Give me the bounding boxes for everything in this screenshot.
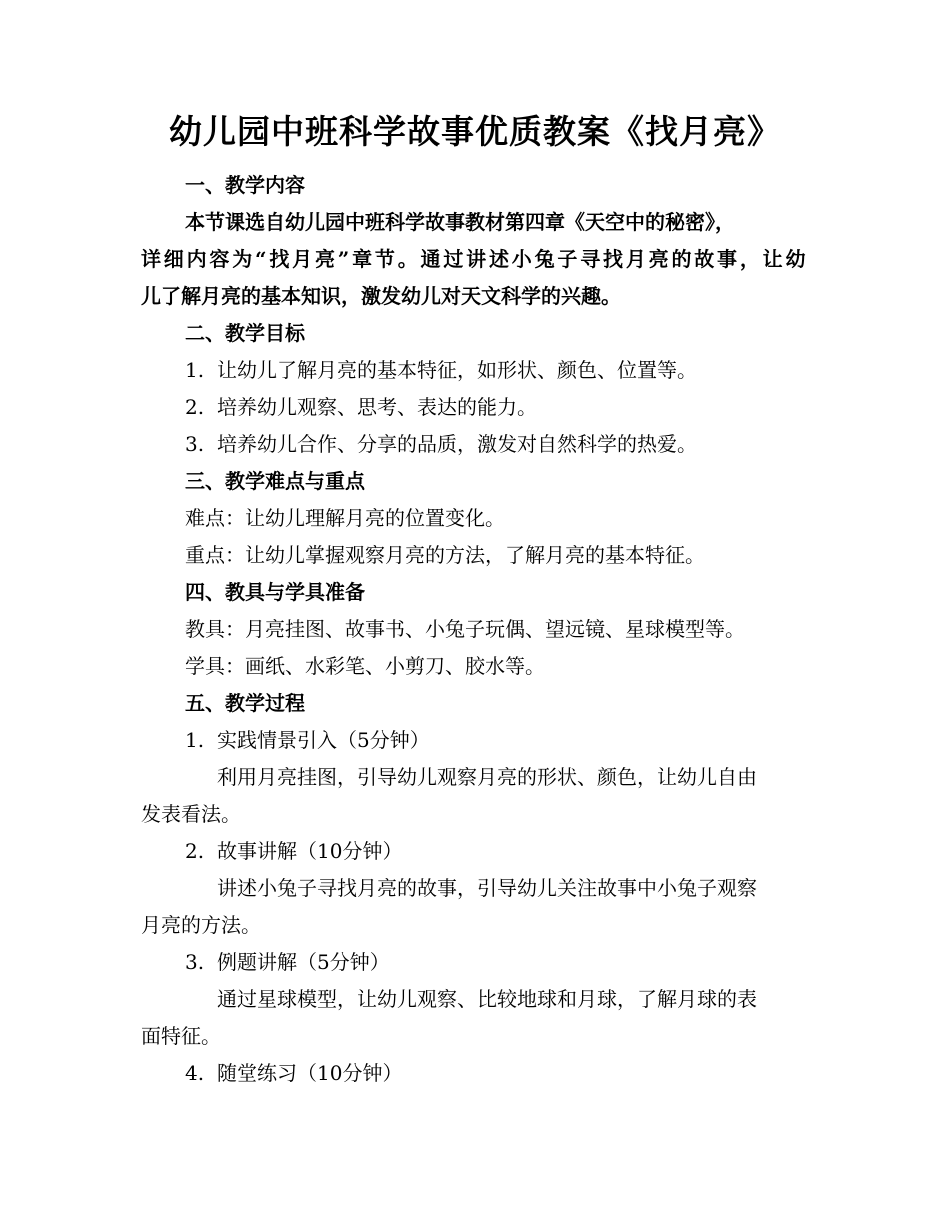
list-item-text: 培养幼儿观察、思考、表达的能力。	[217, 395, 537, 419]
step-description-line: 发表看法。	[141, 802, 241, 826]
content-paragraph-line: 详细内容为“找月亮”章节。通过讲述小兔子寻找月亮的故事，让幼	[141, 247, 806, 271]
step-number: 4.	[185, 1061, 205, 1085]
step-title-text: 实践情景引入（5分钟）	[217, 728, 430, 752]
list-item	[185, 429, 697, 459]
content-paragraph-line: 儿了解月亮的基本知识，激发幼儿对天文科学的兴趣。	[141, 284, 621, 308]
step-title-text: 随堂练习（10分钟）	[217, 1061, 403, 1085]
difficulty-line: 难点：让幼儿理解月亮的位置变化。	[185, 506, 505, 530]
step-number: 3.	[185, 950, 205, 974]
process-step-title	[185, 725, 430, 755]
step-description-line: 通过星球模型，让幼儿观察、比较地球和月球，了解月球的表	[217, 987, 757, 1011]
list-item-number: 3.	[185, 432, 205, 456]
section-heading-content: 一、教学内容	[185, 173, 305, 197]
content-paragraph-line: 本节课选自幼儿园中班科学故事教材第四章《天空中的秘密》，	[185, 210, 735, 234]
list-item-number: 1.	[185, 358, 205, 382]
step-description-line: 面特征。	[141, 1024, 221, 1048]
step-description-line: 讲述小兔子寻找月亮的故事，引导幼儿关注故事中小兔子观察	[217, 876, 757, 900]
step-number: 2.	[185, 839, 205, 863]
list-item-number: 2.	[185, 395, 205, 419]
list-item-text: 培养幼儿合作、分享的品质，激发对自然科学的热爱。	[217, 432, 697, 456]
list-item	[185, 392, 537, 422]
section-heading-difficulties: 三、教学难点与重点	[185, 469, 365, 493]
section-heading-process: 五、教学过程	[185, 691, 305, 715]
section-heading-materials: 四、教具与学具准备	[185, 580, 365, 604]
list-item-text: 让幼儿了解月亮的基本特征，如形状、颜色、位置等。	[217, 358, 697, 382]
step-title-text: 故事讲解（10分钟）	[217, 839, 403, 863]
step-description-line: 利用月亮挂图，引导幼儿观察月亮的形状、颜色，让幼儿自由	[217, 765, 757, 789]
key-point-line: 重点：让幼儿掌握观察月亮的方法，了解月亮的基本特征。	[185, 543, 705, 567]
page-title: 幼儿园中班科学故事优质教案《找月亮》	[169, 112, 781, 151]
learning-aids-line: 学具：画纸、水彩笔、小剪刀、胶水等。	[185, 654, 545, 678]
step-number: 1.	[185, 728, 205, 752]
step-description-line: 月亮的方法。	[141, 913, 261, 937]
process-step-title	[185, 947, 390, 977]
step-title-text: 例题讲解（5分钟）	[217, 950, 390, 974]
teaching-aids-line: 教具：月亮挂图、故事书、小兔子玩偶、望远镜、星球模型等。	[185, 617, 745, 641]
section-heading-goals: 二、教学目标	[185, 321, 305, 345]
list-item	[185, 355, 697, 385]
process-step-title	[185, 1058, 402, 1088]
process-step-title	[185, 836, 402, 866]
